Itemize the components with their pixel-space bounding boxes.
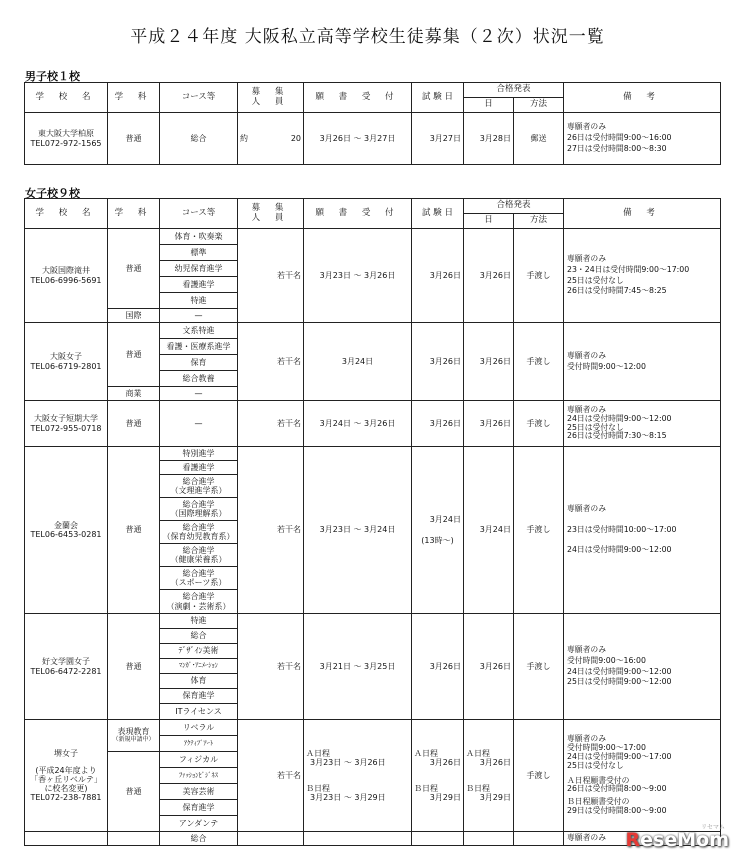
- quota-cell: 若干名: [238, 401, 304, 447]
- header-dept: 学 科: [108, 83, 160, 113]
- course-cell: 美容芸術: [160, 784, 238, 800]
- table-row: [25, 113, 721, 165]
- course-cell: 総合進学 （保育幼児教育系）: [160, 521, 238, 544]
- school-name-cell: 大阪国際滝井 TEL06-6996-5691: [25, 229, 108, 323]
- result-method-cell: 手渡し: [514, 447, 564, 614]
- header-notes: 備 考: [564, 199, 721, 229]
- course-cell: 文系特進: [160, 323, 238, 339]
- course-cell: —: [160, 309, 238, 323]
- table-row: [25, 720, 721, 736]
- result-method-cell: 郵送: [514, 113, 564, 165]
- course-cell: 総合: [160, 113, 238, 165]
- dept-cell: 普通: [108, 614, 160, 720]
- notes-cell: 専願者のみ 24日は受付時間9:00～12:00 25日は受付なし 26日は受付時間7:30～8:15: [564, 401, 721, 447]
- application-cell: 3月24日 ～ 3月26日: [304, 401, 412, 447]
- header-result-method: 方法: [514, 214, 564, 229]
- course-cell: 総合進学 （健康栄養系）: [160, 544, 238, 567]
- header-result-day: 日: [464, 214, 514, 229]
- dept-cell: 普通: [108, 323, 160, 387]
- dept-cell: 普通: [108, 447, 160, 614]
- header-course: コース等: [160, 199, 238, 229]
- boys-table: [24, 82, 721, 165]
- course-cell: 標準: [160, 245, 238, 261]
- table-row: [25, 447, 721, 461]
- course-cell: ITライセンス: [160, 704, 238, 720]
- course-cell: ﾏﾝｶﾞ･ｱﾆﾒｰｼｮﾝ: [160, 659, 238, 674]
- result-day-cell: 3月26日: [464, 323, 514, 401]
- result-method-cell: 手渡し: [514, 614, 564, 720]
- exam-cell: 3月26日: [412, 614, 464, 720]
- exam-cell: 3月27日: [412, 113, 464, 165]
- boys-section-heading: 男子校１校: [25, 70, 80, 83]
- header-exam: 試 験 日: [412, 199, 464, 229]
- course-cell: 総合: [160, 629, 238, 644]
- course-cell: アンダンテ: [160, 816, 238, 832]
- notes-cell: 専願者のみ 受付時間9:00～16:00 24日は受付時間9:00～12:00 25日は受付時間9:00～12:00: [564, 614, 721, 720]
- girls-section-heading: 女子校９校: [25, 187, 80, 200]
- result-day-cell: 3月28日: [464, 113, 514, 165]
- table-row: [25, 229, 721, 245]
- course-cell: 体育: [160, 674, 238, 689]
- school-name-cell: 東大阪大学柏原 TEL072-972-1565: [25, 113, 108, 165]
- school-name-cell: 堺女子 (平成24年度より 「香ヶ丘リベルテ」 に校名変更) TEL072-238-7881: [25, 720, 108, 832]
- application-cell: 3月24日: [304, 323, 412, 401]
- application-cell: 3月26日 ～ 3月27日: [304, 113, 412, 165]
- school-name-cell: 大阪女子短期大学 TEL072-955-0718: [25, 401, 108, 447]
- result-day-cell: 3月26日: [464, 229, 514, 323]
- course-cell: 看護・医療系進学: [160, 339, 238, 355]
- course-cell: 総合教養: [160, 371, 238, 387]
- table-row: [25, 401, 721, 447]
- exam-cell: 3月26日: [412, 401, 464, 447]
- course-cell: 看護進学: [160, 277, 238, 293]
- result-day-cell: Ａ日程 3月26日 Ｂ日程 3月29日: [464, 720, 514, 832]
- quota-cell: 若干名: [238, 323, 304, 401]
- result-method-cell: 手渡し: [514, 323, 564, 401]
- dept-cell: 普通: [108, 229, 160, 309]
- notes-cell: 専願者のみ 受付時間9:00～12:00: [564, 323, 721, 401]
- application-cell: 3月21日 ～ 3月25日: [304, 614, 412, 720]
- course-cell: —: [160, 387, 238, 401]
- girls-table: [24, 198, 721, 846]
- dept-cell: 国際: [108, 309, 160, 323]
- course-cell: フィジカル: [160, 752, 238, 768]
- exam-cell: Ａ日程 3月26日 Ｂ日程 3月29日: [412, 720, 464, 832]
- school-name-cell: 大阪女子 TEL06-6719-2801: [25, 323, 108, 401]
- notes-cell: 専願者のみ 受付時間9:00～17:00 24日は受付時間9:00～17:00 25日は受付なし Ａ日程願書受付の 26日は受付時間8:00～9:00 Ｂ日程願書受付の 29日は受付時間8:00～9:00: [564, 720, 721, 832]
- course-cell: ﾃﾞｻﾞｲﾝ美術: [160, 644, 238, 659]
- course-cell: ﾌｧｯｼｮﾝﾋﾞｼﾞﾈｽ: [160, 768, 238, 784]
- result-method-cell: 手渡し: [514, 229, 564, 323]
- header-exam: 試 験 日: [412, 83, 464, 113]
- course-cell: リベラル: [160, 720, 238, 736]
- course-cell: 総合進学 （文理進学系）: [160, 475, 238, 498]
- application-cell: 3月23日 ～ 3月26日: [304, 229, 412, 323]
- course-cell: 特進: [160, 293, 238, 309]
- header-application: 願 書 受 付: [304, 83, 412, 113]
- watermark-logo: ReseMom: [625, 829, 729, 851]
- header-school: 学 校 名: [25, 199, 108, 229]
- course-cell: 看護進学: [160, 461, 238, 475]
- quota-cell: 約 20: [238, 113, 304, 165]
- header-result: 合格発表: [464, 83, 564, 98]
- quota-cell: 若干名: [238, 720, 304, 832]
- header-school: 学 校 名: [25, 83, 108, 113]
- header-result: 合格発表: [464, 199, 564, 214]
- course-cell: ｱｸﾃｨﾌﾞｱｰﾄ: [160, 736, 238, 752]
- dept-cell: 普通: [108, 113, 160, 165]
- notes-cell: 専願者のみ 26日は受付時間9:00～16:00 27日は受付時間8:00～8:30: [564, 113, 721, 165]
- course-cell: —: [160, 401, 238, 447]
- header-dept: 学 科: [108, 199, 160, 229]
- exam-cell: 3月24日 (13時～): [412, 447, 464, 614]
- table-row: [25, 832, 721, 846]
- page-title: 平成２４年度 大阪私立高等学校生徒募集（２次）状況一覧: [130, 27, 605, 47]
- header-quota: 募 集 人 員: [238, 83, 304, 113]
- application-cell: Ａ日程 3月23日 ～ 3月26日 Ｂ日程 3月23日 ～ 3月29日: [304, 720, 412, 832]
- table-row: [25, 323, 721, 339]
- course-cell: 特別進学: [160, 447, 238, 461]
- result-day-cell: 3月26日: [464, 614, 514, 720]
- header-result-day: 日: [464, 98, 514, 113]
- quota-cell: 若干名: [238, 614, 304, 720]
- course-cell: 総合進学 （スポーツ系）: [160, 567, 238, 590]
- header-application: 願 書 受 付: [304, 199, 412, 229]
- school-name-cell: 金蘭会 TEL06-6453-0281: [25, 447, 108, 614]
- course-cell: 幼児保育進学: [160, 261, 238, 277]
- header-notes: 備 考: [564, 83, 721, 113]
- result-day-cell: 3月24日: [464, 447, 514, 614]
- quota-cell: 若干名: [238, 447, 304, 614]
- result-day-cell: 3月26日: [464, 401, 514, 447]
- course-cell: 総合進学 （演劇・芸術系）: [160, 590, 238, 614]
- course-cell: 保育進学: [160, 800, 238, 816]
- dept-cell: 商業: [108, 387, 160, 401]
- school-name-cell: 好文学園女子 TEL06-6472-2281: [25, 614, 108, 720]
- header-result-method: 方法: [514, 98, 564, 113]
- notes-cell: 専願者のみ 23・24日は受付時間9:00～17:00 25日は受付なし 26日は受付時間7:45～8:25: [564, 229, 721, 323]
- exam-cell: 3月26日: [412, 323, 464, 401]
- course-cell: 特進: [160, 614, 238, 629]
- notes-cell: 専願者のみ: [564, 832, 721, 846]
- dept-cell: 表現教育 （新規申請中）: [108, 720, 160, 752]
- watermark-sub: リセマム: [701, 824, 725, 831]
- quota-cell: 若干名: [238, 229, 304, 323]
- exam-cell: 3月26日: [412, 229, 464, 323]
- header-course: コース等: [160, 83, 238, 113]
- dept-cell: 普通: [108, 752, 160, 832]
- dept-cell: 普通: [108, 401, 160, 447]
- course-cell: 保育: [160, 355, 238, 371]
- course-cell: 体育・吹奏楽: [160, 229, 238, 245]
- result-method-cell: 手渡し: [514, 401, 564, 447]
- table-row: [25, 614, 721, 629]
- header-quota: 募 集 人 員: [238, 199, 304, 229]
- result-method-cell: 手渡し: [514, 720, 564, 832]
- notes-cell: 専願者のみ 23日は受付時間10:00～17:00 24日は受付時間9:00～12:00: [564, 447, 721, 614]
- course-cell: 総合: [160, 832, 238, 846]
- course-cell: 総合進学 （国際理解系）: [160, 498, 238, 521]
- application-cell: 3月23日 ～ 3月24日: [304, 447, 412, 614]
- course-cell: 保育進学: [160, 689, 238, 704]
